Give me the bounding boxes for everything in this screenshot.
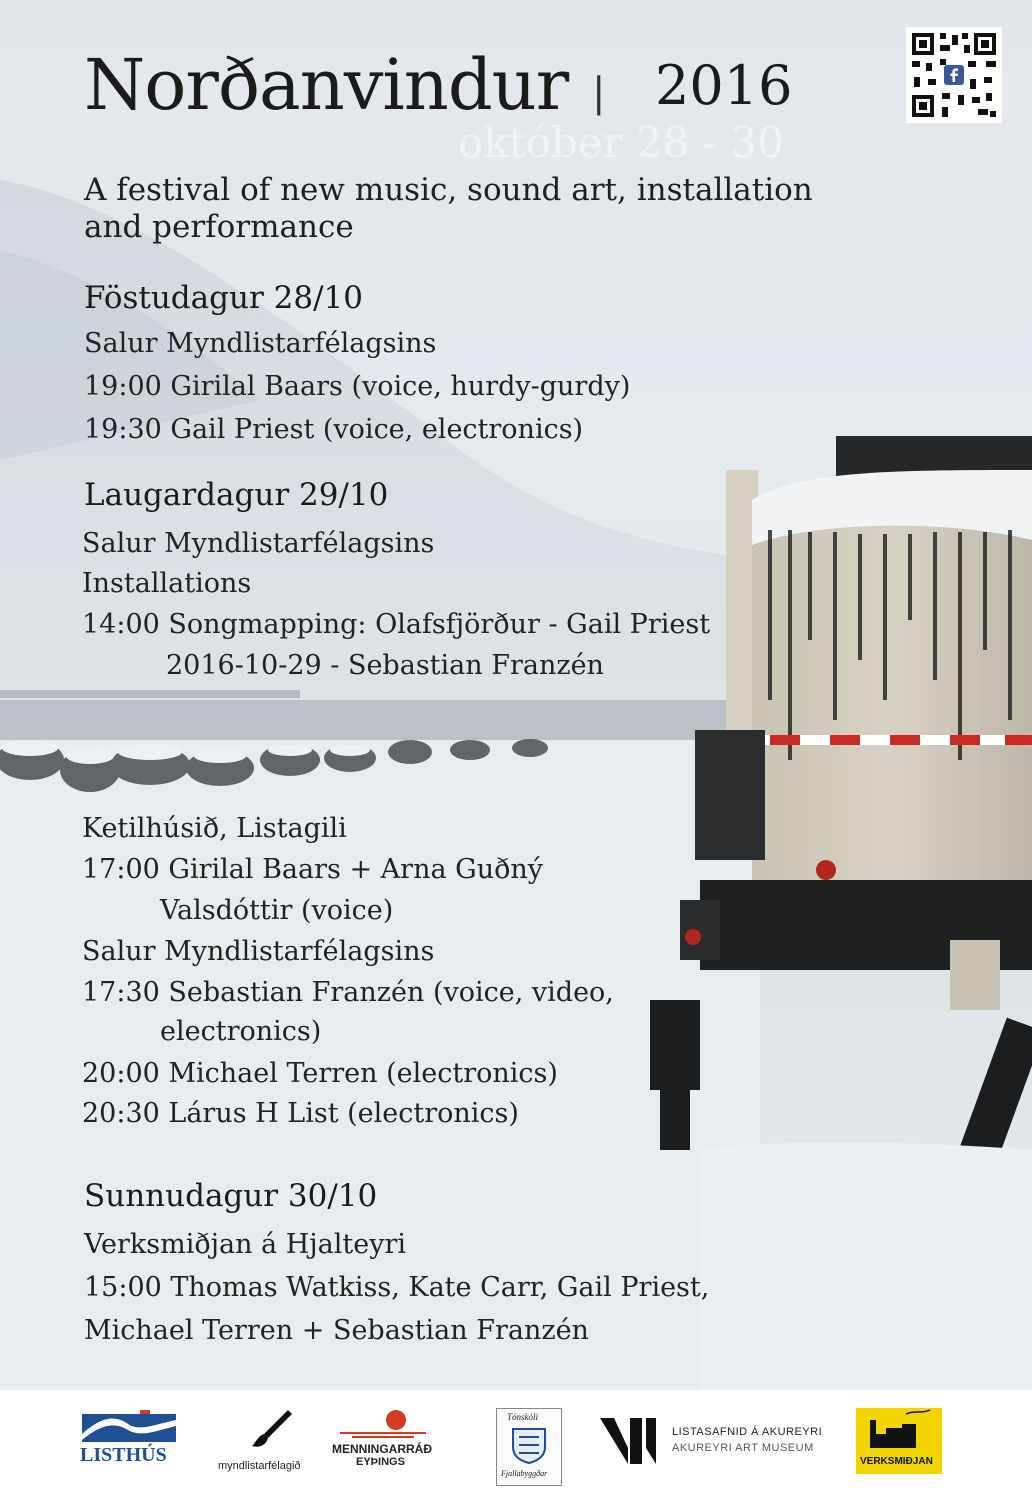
saturday-installations: Installations: [82, 568, 252, 599]
saturday-event-3: 17:30 Sebastian Franzén (voice, video,: [82, 977, 614, 1008]
saturday-heading: Laugardagur 29/10: [84, 477, 389, 513]
listhus-logo: [80, 1410, 178, 1472]
listasafnid-logo: [600, 1418, 830, 1468]
title-separator: |: [592, 70, 606, 116]
tonskoli-label-2: Fjallabyggðar: [501, 1469, 548, 1478]
listhus-label: LISTHÚS: [80, 1444, 167, 1466]
myndlistarfelagid-logo: [218, 1408, 318, 1478]
saturday-event-4: 20:00 Michael Terren (electronics): [82, 1058, 558, 1089]
myndlistarfelagid-label: myndlistarfélagið: [218, 1460, 301, 1472]
sponsor-footer: [0, 1390, 1032, 1500]
saturday-event-1: 14:00 Songmapping: Olafsfjörður - Gail Priest: [82, 609, 711, 640]
tagline-line-2: and performance: [84, 209, 354, 245]
sunday-event-1: 15:00 Thomas Watkiss, Kate Carr, Gail Priest,: [84, 1272, 710, 1303]
friday-event-2: 19:30 Gail Priest (voice, electronics): [84, 414, 584, 445]
saturday-event-5: 20:30 Lárus H List (electronics): [82, 1098, 519, 1129]
saturday-event-2: 17:00 Girilal Baars + Arna Guðný: [82, 854, 544, 885]
menningarrad-logo: [332, 1408, 432, 1478]
saturday-venue-3: Salur Myndlistarfélagsins: [82, 936, 435, 967]
saturday-venue-2: Ketilhúsið, Listagili: [82, 813, 347, 844]
listasafnid-label-2: AKUREYRI ART MUSEUM: [672, 1442, 814, 1454]
sunday-heading: Sunnudagur 30/10: [84, 1178, 378, 1214]
festival-year: 2016: [655, 54, 793, 117]
tonskoli-label-1: Tónskóli: [507, 1412, 539, 1422]
friday-venue: Salur Myndlistarfélagsins: [84, 328, 437, 359]
festival-title: Norðanvindur: [84, 44, 569, 126]
facebook-icon: [944, 65, 964, 85]
verksmidjan-logo: [856, 1408, 942, 1474]
tagline-line-1: A festival of new music, sound art, installation: [84, 172, 813, 208]
festival-dates: október 28 - 30: [458, 118, 784, 167]
saturday-venue-1: Salur Myndlistarfélagsins: [82, 528, 435, 559]
verksmidjan-label: VERKSMIÐJAN: [860, 1456, 933, 1467]
tonskoli-logo: [496, 1408, 562, 1486]
paintbrush-icon: [238, 1408, 298, 1452]
tonskoli-crest-icon: [509, 1425, 549, 1465]
menningarrad-label-1: MENNINGARRÁÐ: [332, 1442, 432, 1456]
friday-heading: Föstudagur 28/10: [84, 280, 363, 316]
qr-code-icon[interactable]: [906, 27, 1002, 123]
friday-event-1: 19:00 Girilal Baars (voice, hurdy-gurdy): [84, 371, 631, 402]
saturday-event-2-cont: Valsdóttir (voice): [160, 895, 394, 926]
sunday-event-1-cont: Michael Terren + Sebastian Franzén: [84, 1315, 589, 1346]
sunday-venue: Verksmiðjan á Hjalteyri: [84, 1229, 407, 1260]
menningarrad-label-2: EYÞINGS: [356, 1456, 405, 1468]
listasafnid-label-1: LISTASAFNID Á AKUREYRI: [672, 1426, 823, 1438]
saturday-event-1-cont: 2016-10-29 - Sebastian Franzén: [166, 650, 604, 681]
saturday-event-3-cont: electronics): [160, 1016, 322, 1047]
